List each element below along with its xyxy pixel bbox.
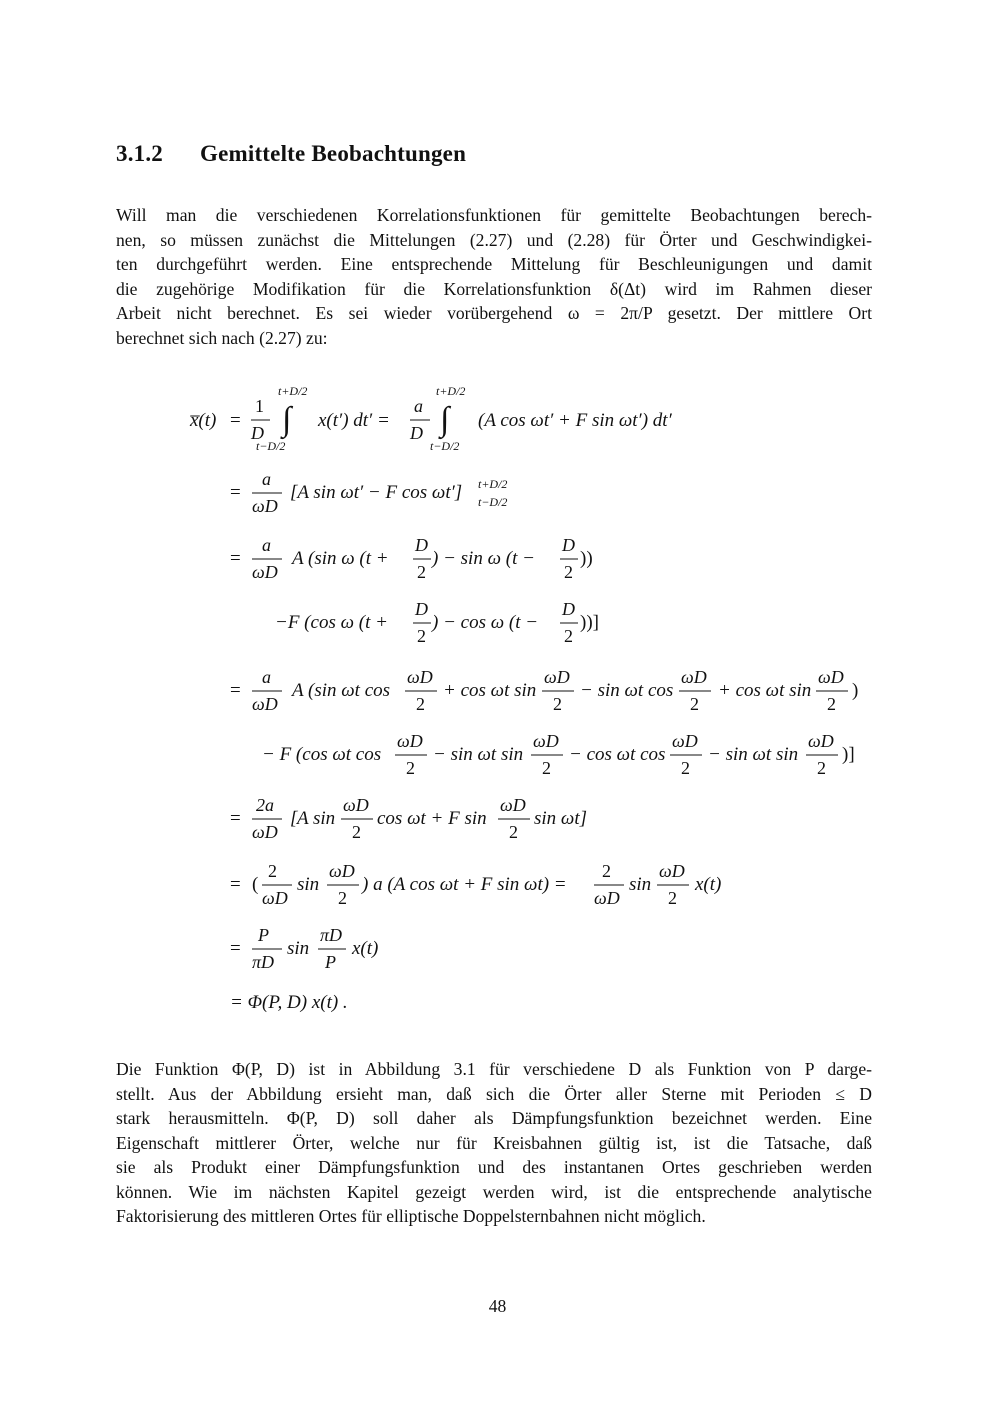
- svg-text:t−D/2: t−D/2: [256, 439, 286, 453]
- svg-text:∫: ∫: [282, 401, 292, 438]
- svg-text:ωD: ωD: [659, 861, 685, 881]
- eq5-part-b: + cos ωt sin: [443, 680, 537, 701]
- svg-text:D: D: [415, 535, 428, 555]
- svg-text:=: =: [230, 874, 241, 895]
- svg-text:t−D/2: t−D/2: [478, 495, 508, 509]
- svg-text:ωD: ωD: [262, 888, 288, 908]
- svg-text:=: =: [230, 548, 241, 569]
- svg-text:D: D: [562, 599, 575, 619]
- svg-text:πD: πD: [252, 952, 275, 972]
- eq1-part-a: x(t′) dt′ =: [318, 410, 390, 431]
- section-number: 3.1.2: [116, 141, 163, 166]
- svg-text:2: 2: [564, 562, 573, 582]
- svg-text:ωD: ωD: [343, 795, 369, 815]
- svg-text:2: 2: [338, 888, 347, 908]
- eq10: = Φ(P, D) x(t) .: [230, 992, 348, 1013]
- svg-text:ωD: ωD: [252, 694, 278, 714]
- svg-text:P: P: [325, 952, 336, 972]
- svg-text:ωD: ωD: [397, 731, 423, 751]
- eq3-part-b: ) − sin ω (t −: [432, 548, 535, 569]
- svg-text:2: 2: [542, 758, 551, 778]
- text-line: die zugehörige Modifikation für die Korrelationsfunktion δ(Δt) wird im Rahmen dieser: [116, 278, 872, 299]
- svg-text:ωD: ωD: [252, 822, 278, 842]
- eq1-part-b: (A cos ωt′ + F sin ωt′) dt′: [478, 410, 672, 431]
- svg-text:2: 2: [553, 694, 562, 714]
- svg-text:P: P: [258, 925, 269, 945]
- text-line: berechnet sich nach (2.27) zu:: [116, 327, 328, 348]
- svg-text:2: 2: [417, 626, 426, 646]
- svg-text:ωD: ωD: [500, 795, 526, 815]
- svg-text:D: D: [562, 535, 575, 555]
- svg-text:D: D: [410, 423, 423, 443]
- page-number: 48: [488, 1296, 507, 1316]
- text-line: sie als Produkt einer Dämpfungsfunktion und des instantanen Ortes geschrieben werden: [116, 1157, 872, 1177]
- svg-text:2: 2: [417, 562, 426, 582]
- svg-text:∫: ∫: [440, 401, 450, 438]
- text-line: stark herausmitteln. Φ(P, D) soll daher als Dämpfungsfunktion bezeichnet werden. Eine: [116, 1108, 872, 1128]
- eq3-part-c: )): [580, 548, 593, 569]
- svg-text:a: a: [262, 667, 271, 687]
- svg-text:ωD: ωD: [594, 888, 620, 908]
- eq7-part-a: A sin: [297, 808, 336, 829]
- svg-text:a: a: [262, 469, 271, 489]
- svg-text:t−D/2: t−D/2: [430, 439, 460, 453]
- svg-text:(: (: [252, 874, 259, 895]
- equation-block: [0, 370, 995, 1030]
- svg-text:t+D/2: t+D/2: [478, 477, 508, 491]
- eq5-part-d: + cos ωt sin: [718, 680, 812, 701]
- svg-text:2: 2: [268, 861, 277, 881]
- eq6-part-c: − cos ωt cos: [569, 744, 666, 765]
- section-heading: [116, 141, 466, 167]
- svg-text:ωD: ωD: [544, 667, 570, 687]
- text-line: Faktorisierung des mittleren Ortes für elliptische Doppelsternbahnen nicht möglich.: [116, 1206, 706, 1226]
- text-line: stellt. Aus der Abbildung ersieht man, daß sich die Örter aller Sterne mit Perioden ≤ D: [116, 1083, 872, 1104]
- svg-text:D: D: [415, 599, 428, 619]
- svg-text:)]: )]: [842, 744, 855, 765]
- eq6-part-d: − sin ωt sin: [708, 744, 799, 765]
- svg-text:ωD: ωD: [252, 496, 278, 516]
- svg-text:2: 2: [509, 822, 518, 842]
- svg-text:=: =: [230, 410, 241, 431]
- svg-text:2: 2: [681, 758, 690, 778]
- svg-text:2: 2: [690, 694, 699, 714]
- text-line: können. Wie im nächsten Kapitel gezeigt werden wird, ist die entsprechende analytische: [116, 1181, 872, 1202]
- eq5-part-c: − sin ωt cos: [580, 680, 674, 701]
- section-title: Gemittelte Beobachtungen: [200, 141, 467, 166]
- svg-text:=: =: [230, 482, 241, 503]
- svg-text:=: =: [230, 808, 241, 829]
- text-line: Arbeit nicht berechnet. Es sei wieder vorübergehend ω = 2π/P gesetzt. Der mittlere Ort: [116, 303, 872, 323]
- eq9-part-a: sin: [287, 938, 310, 959]
- svg-text:ωD: ωD: [808, 731, 834, 751]
- svg-text:a: a: [262, 535, 271, 555]
- svg-text:t+D/2: t+D/2: [278, 384, 308, 398]
- eq7-part-b: cos ωt + F sin: [377, 808, 487, 829]
- svg-text:ωD: ωD: [252, 562, 278, 582]
- svg-text:2: 2: [564, 626, 573, 646]
- svg-text:): ): [852, 680, 859, 701]
- eq4-part-c: ))]: [580, 612, 599, 633]
- svg-text:2a: 2a: [256, 795, 274, 815]
- svg-text:a: a: [414, 396, 423, 416]
- text-line: ten durchgeführt werden. Eine entsprechende Mittelung für Beschleunigungen und damit: [116, 254, 872, 274]
- svg-text:ωD: ωD: [329, 861, 355, 881]
- svg-text:1: 1: [255, 396, 264, 416]
- svg-text:2: 2: [602, 861, 611, 881]
- svg-text:2: 2: [416, 694, 425, 714]
- text-line: nen, so müssen zunächst die Mittelungen (2.27) und (2.28) für Örter und Geschwindigkei-: [116, 229, 872, 250]
- eq4-part-b: ) − cos ω (t −: [432, 612, 539, 633]
- svg-text:2: 2: [352, 822, 361, 842]
- eq8-part-b: ) a (A cos ωt + F sin ωt) =: [362, 874, 567, 895]
- text-line: Will man die verschiedenen Korrelationsfunktionen für gemittelte Beobachtungen berech-: [116, 205, 872, 225]
- intro-paragraph: [116, 203, 872, 350]
- svg-text:ωD: ωD: [672, 731, 698, 751]
- eq8-part-c: sin: [629, 874, 652, 895]
- eq4-part-a: −F (cos ω (t +: [275, 612, 388, 633]
- svg-text:[: [: [290, 808, 298, 829]
- svg-text:2: 2: [817, 758, 826, 778]
- svg-text:ωD: ωD: [533, 731, 559, 751]
- eq9-part-b: x(t): [352, 938, 379, 959]
- svg-text:=: =: [230, 938, 241, 959]
- text-line: Eigenschaft mittlerer Örter, welche nur für Kreisbahnen gültig ist, ist die Tatsache, daß: [116, 1132, 872, 1153]
- eq-lhs: x̅(t): [190, 410, 217, 431]
- svg-text:2: 2: [827, 694, 836, 714]
- eq6-part-a: − F (cos ωt cos: [262, 744, 382, 765]
- svg-text:D: D: [251, 423, 264, 443]
- eq8-part-a: sin: [297, 874, 320, 895]
- svg-text:ωD: ωD: [818, 667, 844, 687]
- eq3-part-a: A (sin ω (t +: [292, 548, 389, 569]
- closing-paragraph: [116, 1057, 872, 1229]
- svg-text:2: 2: [668, 888, 677, 908]
- eq7-part-c: sin ωt]: [534, 808, 588, 829]
- eq5-part-a: A (sin ωt cos: [292, 680, 391, 701]
- svg-text:=: =: [230, 680, 241, 701]
- svg-text:πD: πD: [320, 925, 343, 945]
- eq6-part-b: − sin ωt sin: [433, 744, 524, 765]
- svg-text:2: 2: [406, 758, 415, 778]
- svg-text:t+D/2: t+D/2: [436, 384, 466, 398]
- eq2: [A sin ωt′ − F cos ωt′]: [290, 482, 463, 503]
- svg-text:ωD: ωD: [681, 667, 707, 687]
- eq8-part-d: x(t): [695, 874, 722, 895]
- text-line: Die Funktion Φ(P, D) ist in Abbildung 3.1 für verschiedene D als Funktion von P darge-: [116, 1059, 872, 1079]
- svg-text:ωD: ωD: [407, 667, 433, 687]
